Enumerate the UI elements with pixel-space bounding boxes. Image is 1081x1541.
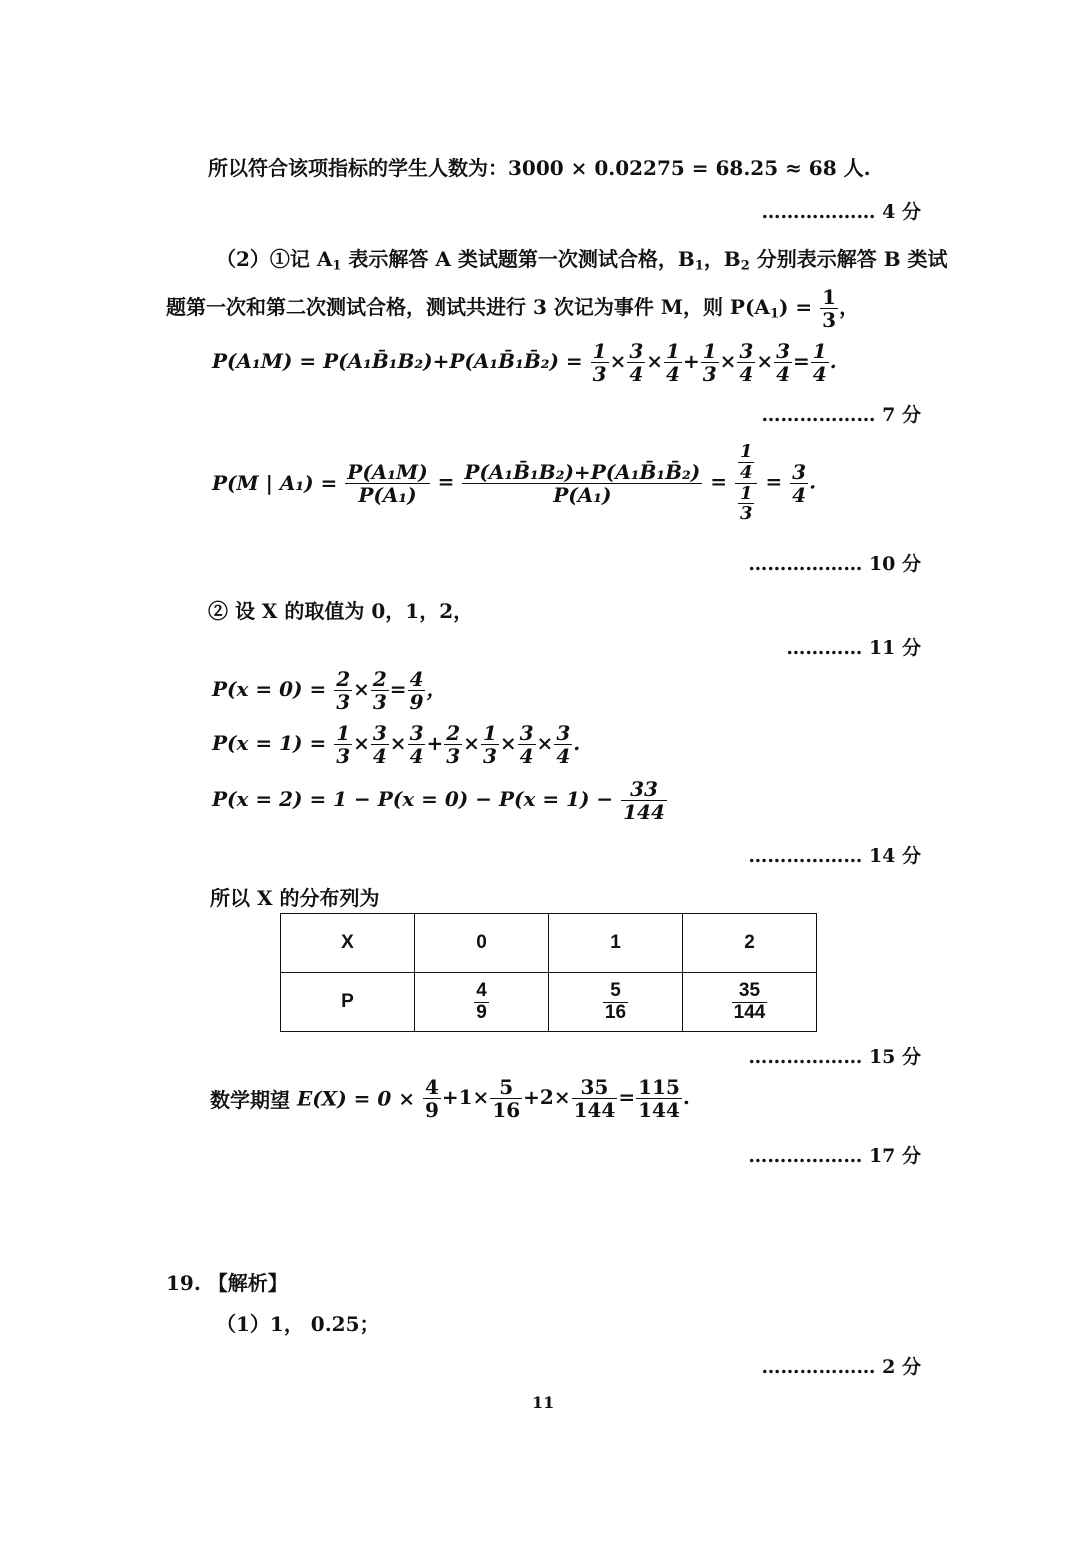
distribution-table [280, 913, 817, 1032]
score-11: ………… 11 分 [786, 637, 921, 659]
score-14: ……………… 14 分 [748, 845, 921, 867]
score-15: ……………… 15 分 [748, 1046, 921, 1068]
fraction-1-3: $\frac{1}{3}$ [822, 285, 837, 332]
student-count-line: 所以符合该项指标的学生人数为：3000 × 0.02275 = 68.25 ≈ 68 人. [208, 156, 871, 180]
table-cell: 2 [683, 914, 817, 973]
part2-intro-line: （2）①记 $A_1$ 表示解答 A 类试题第一次测试合格，$B_1$，$B_2$ 分别表示解答 B 类试 [216, 247, 948, 274]
table-row [281, 973, 817, 1032]
p-a1m-equation: P(A₁M) = P(A₁B̄₁B₂)+P(A₁B̄₁B̄₂) = $\frac{1}{3}$ × $\frac{3}{4}$ × $\frac{1}{4}$ + $\frac{1}{3}$ × $\frac{3}{4}$ × $\frac{3}{4}$ = $\frac{1}{4}$ . [212, 339, 837, 386]
p-x2-equation: P(x = 2) = 1 − P(x = 0) − P(x = 1) − $\frac{33}{144}$ [212, 777, 665, 824]
table-cell: $\frac{35}{144}$ [683, 973, 817, 1032]
table-cell: $\frac{5}{16}$ [549, 973, 683, 1032]
score-4: ……………… 4 分 [761, 201, 921, 223]
page-number: 11 [532, 1393, 555, 1412]
score-10: ……………… 10 分 [748, 553, 921, 575]
question-19-answer-1: （1）1， 0.25； [216, 1312, 380, 1336]
distribution-title: 所以 X 的分布列为 [210, 886, 380, 910]
table-cell: P [281, 973, 415, 1032]
table-cell: $\frac{4}{9}$ [415, 973, 549, 1032]
p-x0-equation: P(x = 0) = $\frac{2}{3}$ × $\frac{2}{3}$ = $\frac{4}{9}$ ， [212, 667, 447, 714]
table-row [281, 914, 817, 973]
table-cell: 1 [549, 914, 683, 973]
expectation-equation: 数学期望 E(X) = 0 × $\frac{4}{9}$ +1× $\frac{5}{16}$ +2× $\frac{35}{144}$ = $\frac{115}{144}$ . [210, 1075, 690, 1122]
x-values-line: ② 设 X 的取值为 0，1，2， [208, 599, 474, 623]
table-cell: X [281, 914, 415, 973]
table-cell: 0 [415, 914, 549, 973]
p-x1-equation: P(x = 1) = $\frac{1}{3}$ × $\frac{3}{4}$ × $\frac{3}{4}$ + $\frac{2}{3}$ × $\frac{1}{3}$ × $\frac{3}{4}$ × $\frac{3}{4}$ . [212, 721, 581, 768]
conditional-probability-equation: P(M | A₁) = $\frac{\text{P(A₁M)}}{\text{P(A₁)}}$ = $\frac{\text{P(A₁B̄₁B₂)+P(A₁B̄₁B̄₂)}}{\text{P(A₁)}}$ = $\frac{\frac{1}{4}}{\frac{1}{3}}$ = $\frac{3}{4}$ . [212, 441, 817, 525]
question-19-heading: 19. 【解析】 [166, 1271, 288, 1295]
part2-intro-line-2: 题第一次和第二次测试合格，测试共进行 3 次记为事件 M，则 $P(A_1)$ = $\frac{1}{3}$ ， [166, 285, 860, 332]
score-2: ……………… 2 分 [761, 1356, 921, 1378]
score-7: ……………… 7 分 [761, 404, 921, 426]
score-17: ……………… 17 分 [748, 1145, 921, 1167]
